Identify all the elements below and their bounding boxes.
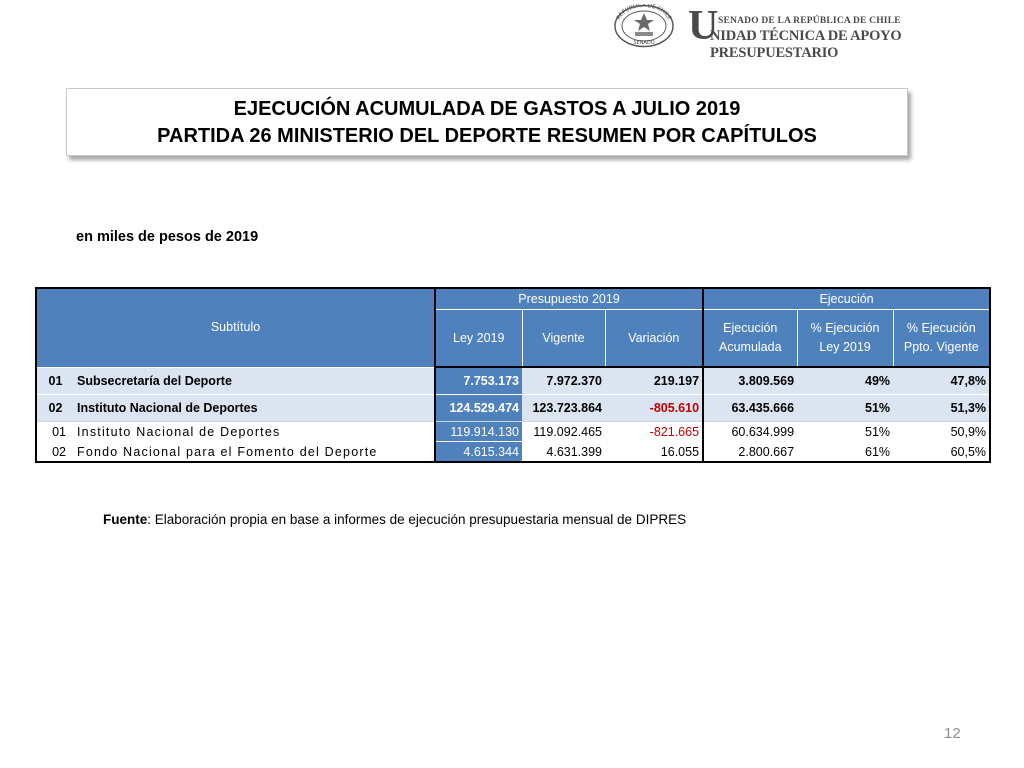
- budget-execution-table: [35, 287, 991, 463]
- header-variacion: Variación: [605, 310, 703, 368]
- row-pct-ley: 51%: [797, 422, 893, 442]
- unit-wordmark-logo: [688, 3, 1018, 61]
- header-ejec-acumulada: Ejecución Acumulada: [703, 310, 797, 368]
- row-variacion: 219.197: [605, 367, 703, 395]
- header-subtitulo: Subtítulo: [36, 288, 435, 367]
- slide-title-line1: EJECUCIÓN ACUMULADA DE GASTOS A JULIO 2019: [233, 98, 741, 120]
- row-code: 02: [36, 442, 74, 463]
- table-row: [36, 422, 990, 442]
- row-vigente: 4.631.399: [522, 442, 605, 463]
- row-ejec-acumulada: 3.809.569: [703, 367, 797, 395]
- row-pct-ley: 49%: [797, 367, 893, 395]
- page-number: 12: [944, 725, 961, 742]
- row-variacion: 16.055: [605, 442, 703, 463]
- row-vigente: 123.723.864: [522, 395, 605, 422]
- row-variacion: -805.610: [605, 395, 703, 422]
- wordmark-senate-line: SENADO DE LA REPÚBLICA DE CHILE: [718, 16, 901, 26]
- row-ley: 124.529.474: [435, 395, 522, 422]
- header-ley: Ley 2019: [435, 310, 522, 368]
- header-vigente: Vigente: [522, 310, 605, 368]
- row-name: Subsecretaría del Deporte: [74, 367, 435, 395]
- seal-top-text: REPUBLICA DE CHILE: [616, 4, 673, 21]
- source-note: [103, 512, 686, 527]
- row-code: 02: [36, 395, 74, 422]
- row-code: 01: [36, 367, 74, 395]
- row-pct-ley: 51%: [797, 395, 893, 422]
- slide-title-line2: PARTIDA 26 MINISTERIO DEL DEPORTE RESUMEN POR CAPÍTULOS: [157, 125, 817, 147]
- row-ejec-acumulada: 60.634.999: [703, 422, 797, 442]
- header-pct-ley: % Ejecución Ley 2019: [797, 310, 893, 368]
- row-ley: 119.914.130: [435, 422, 522, 442]
- seal-bottom-text: SENADO: [633, 40, 655, 46]
- row-variacion: -821.665: [605, 422, 703, 442]
- row-pct-vigente: 50,9%: [893, 422, 990, 442]
- senate-seal-logo: [613, 4, 675, 48]
- table-row: [36, 442, 990, 463]
- row-name: Fondo Nacional para el Fomento del Deporte: [74, 442, 435, 463]
- header-presupuesto: Presupuesto 2019: [435, 288, 703, 310]
- row-vigente: 119.092.465: [522, 422, 605, 442]
- row-ejec-acumulada: 2.800.667: [703, 442, 797, 463]
- header-pct-vigente: % Ejecución Ppto. Vigente: [893, 310, 990, 368]
- header-ejecucion: Ejecución: [703, 288, 990, 310]
- row-ley: 7.753.173: [435, 367, 522, 395]
- wordmark-unit-line: NIDAD TÉCNICA DE APOYO PRESUPUESTARIO: [710, 28, 902, 61]
- source-label: Fuente: [103, 512, 148, 527]
- row-pct-vigente: 60,5%: [893, 442, 990, 463]
- table-row: [36, 367, 990, 395]
- row-code: 01: [36, 422, 74, 442]
- row-name: Instituto Nacional de Deportes: [74, 422, 435, 442]
- row-pct-vigente: 51,3%: [893, 395, 990, 422]
- table-row: [36, 395, 990, 422]
- units-note: en miles de pesos de 2019: [76, 229, 259, 245]
- row-ley: 4.615.344: [435, 442, 522, 463]
- wordmark-initial: U: [688, 3, 719, 49]
- source-text: : Elaboración propia en base a informes de ejecución presupuestaria mensual de DIPRES: [147, 512, 687, 527]
- row-ejec-acumulada: 63.435.666: [703, 395, 797, 422]
- row-vigente: 7.972.370: [522, 367, 605, 395]
- row-pct-ley: 61%: [797, 442, 893, 463]
- slide-title-box: [66, 88, 908, 156]
- row-name: Instituto Nacional de Deportes: [74, 395, 435, 422]
- row-pct-vigente: 47,8%: [893, 367, 990, 395]
